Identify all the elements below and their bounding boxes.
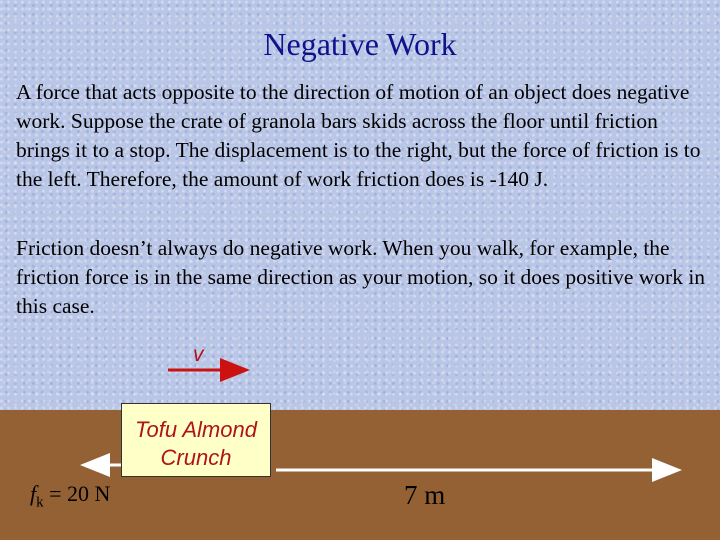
paragraph-negative-work: A force that acts opposite to the direction of motion of an object does negative work. Suppose the crate of granola bars skids across the floor until friction brings it to a stop. The displacement is to the right, but the force of friction is to the left. Therefore, the amount of work friction does is -140 J. <box>16 80 701 191</box>
granola-crate <box>121 403 271 477</box>
friction-subscript: k <box>36 494 44 511</box>
velocity-label: v <box>193 343 204 366</box>
displacement-label: 7 m <box>404 480 446 510</box>
paragraph-positive-work: Friction doesn’t always do negative work. When you walk, for example, the friction force is in the same direction as your motion, so it does positive work in this case. <box>16 236 706 318</box>
friction-symbol: f <box>30 481 37 506</box>
crate-label-line2: Crunch <box>160 445 232 470</box>
crate-label-line1: Tofu Almond <box>135 417 257 442</box>
friction-force-label <box>30 481 110 511</box>
slide-title: Negative Work <box>263 26 457 62</box>
friction-value: = 20 N <box>43 481 111 506</box>
